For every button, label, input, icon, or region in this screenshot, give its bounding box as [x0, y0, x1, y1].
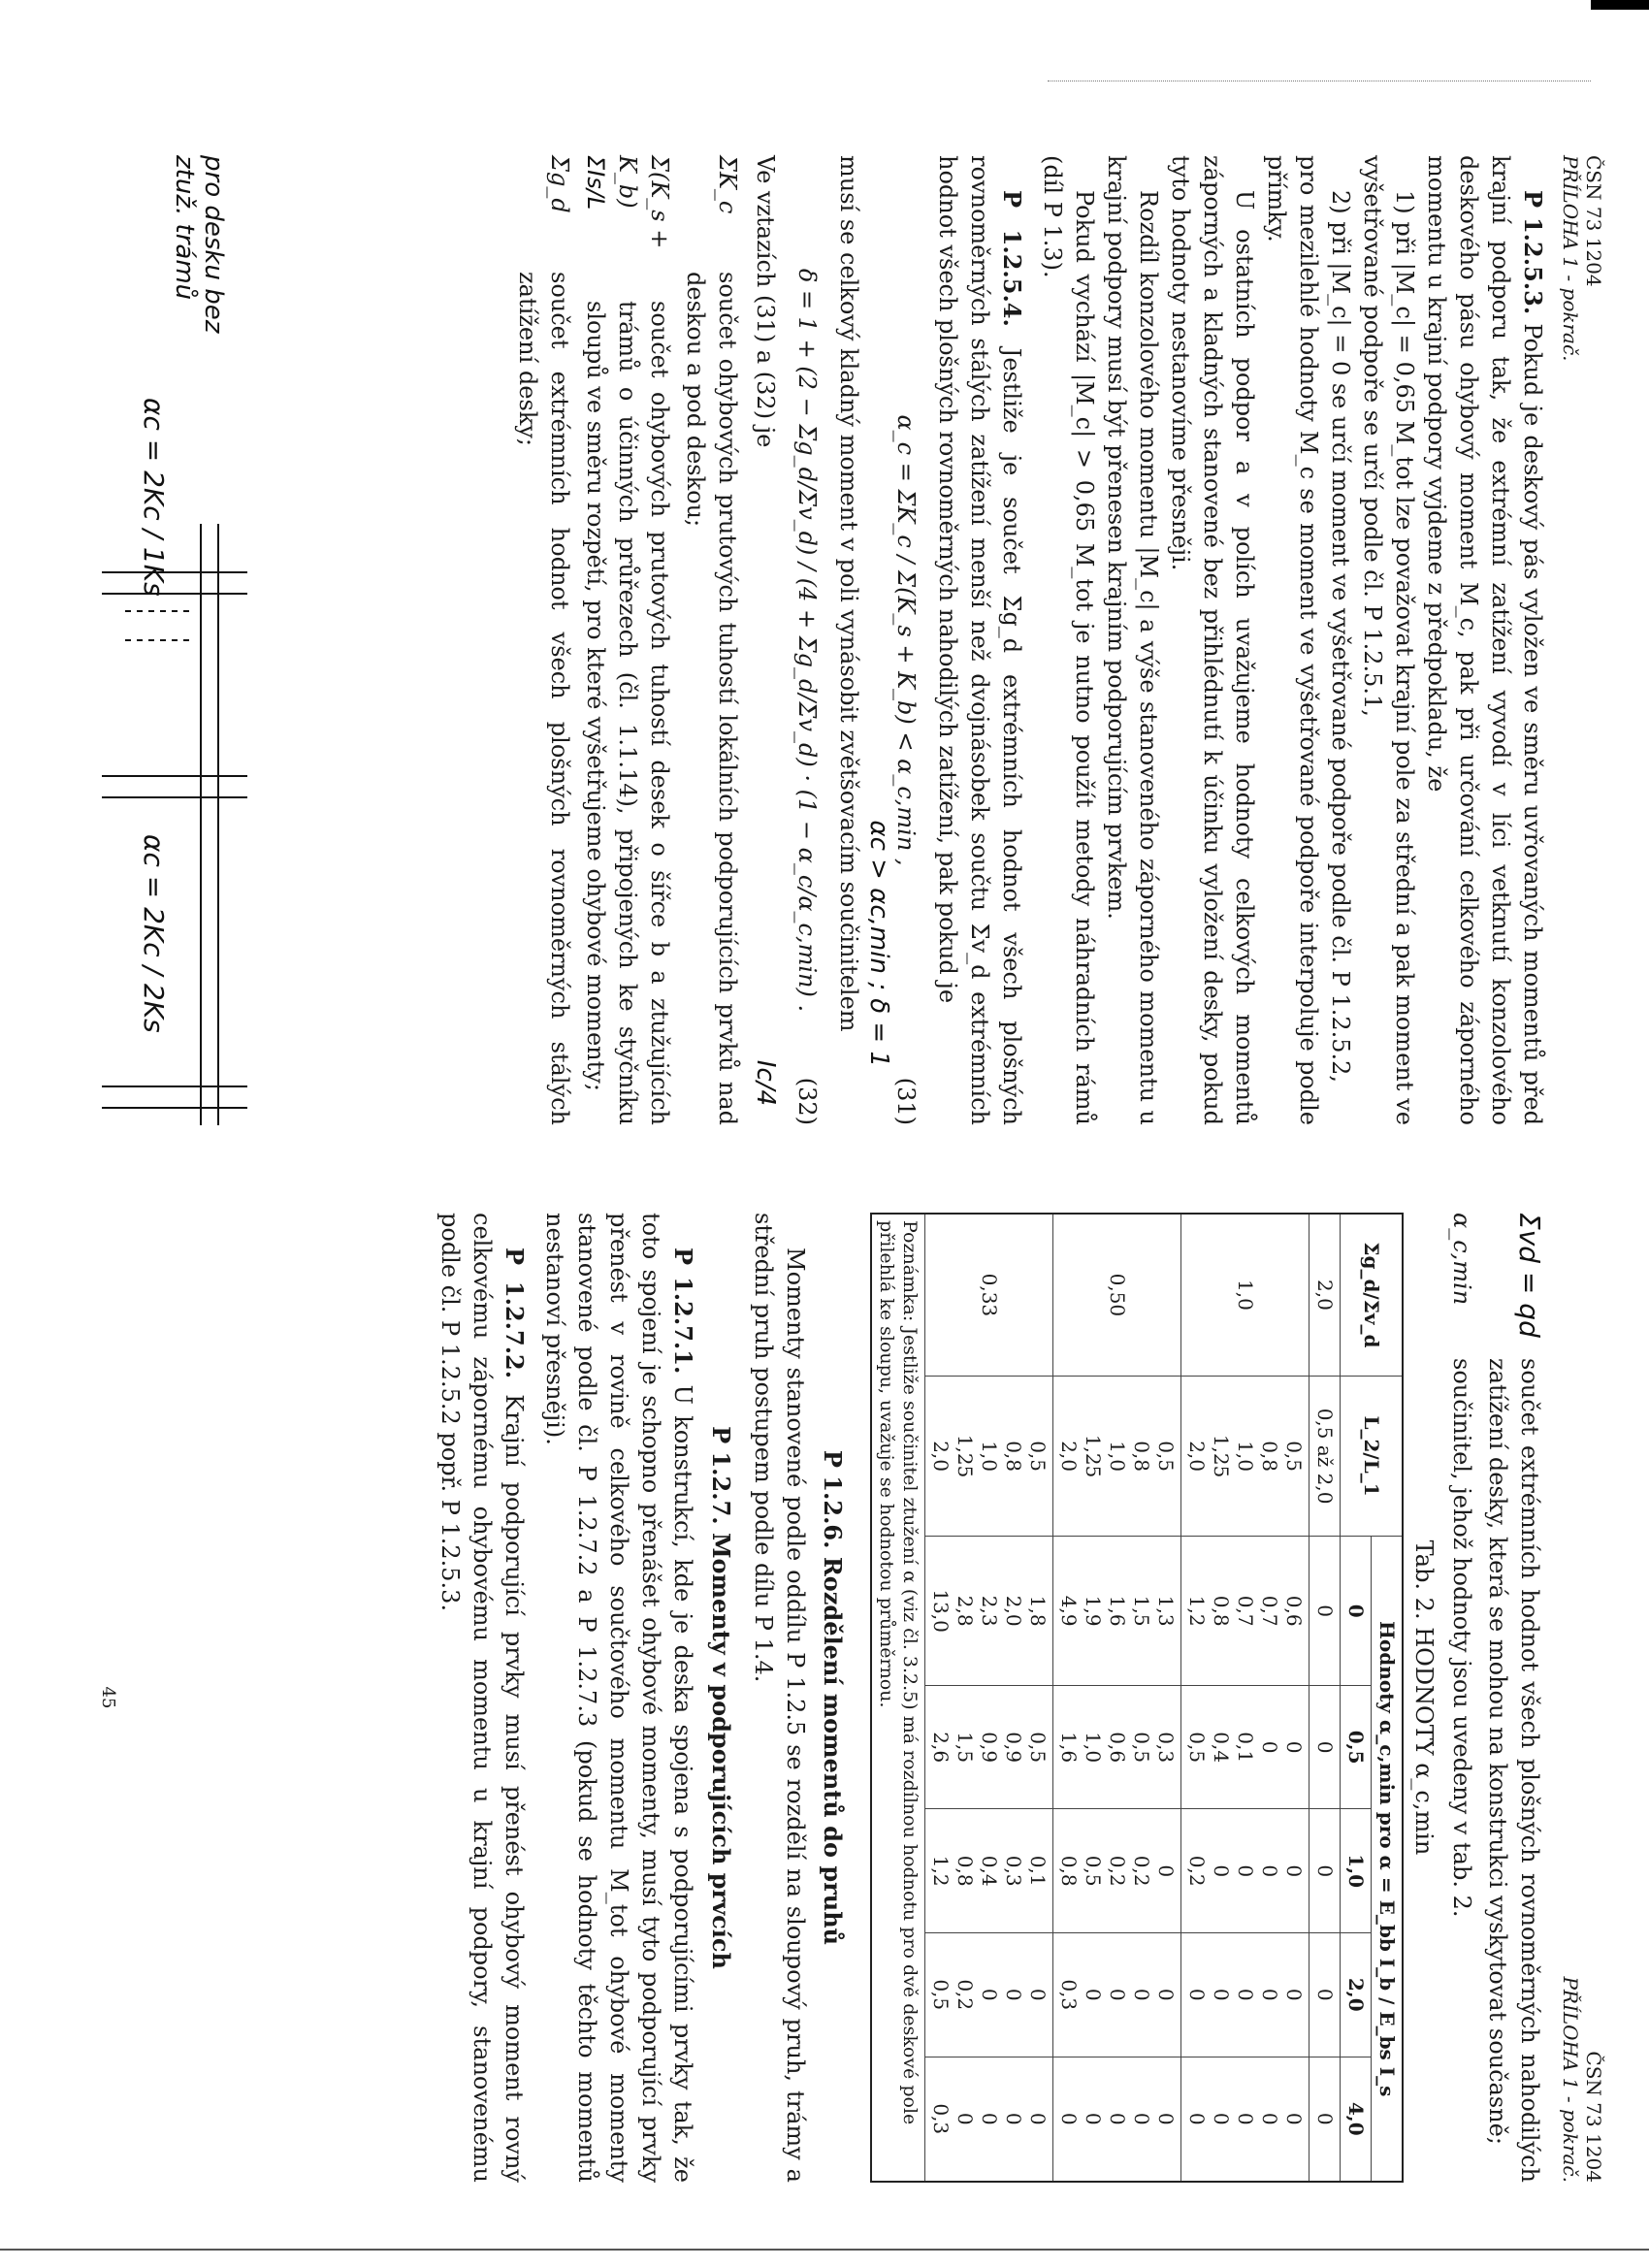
header-span-ratio: L_2/L_1 [1341, 1376, 1404, 1537]
paragraph-p1254 [931, 155, 1028, 1125]
table-row [1310, 1214, 1341, 2182]
scan-corner-mark [1591, 0, 1649, 10]
cell-value: 0,6 0,7 0,7 0,8 1,2 [1181, 1537, 1310, 1686]
definitions-intro: Ve vztazích (31) a (32) je [752, 155, 779, 448]
equation-32-formula: δ = 1 + (2 − Σg_d/Σv_d) / (4 + Σg_d/Σv_d) · (1 − α_c/α_c,min) . [793, 268, 821, 1013]
paragraph-p1271 [538, 1213, 699, 2183]
table-note: Poznámka: Jestliže součinitel ztužení α (viz čl. 3.2.5) má rozdílnou hodnotu pro dvě deskové pole přilehlá ke sloupu, uvažuje se hodnotou průměrnou. [871, 1214, 925, 2182]
handwritten-note: pro desku bez ztuž. trámů [170, 155, 228, 334]
alpha-min-table [870, 1213, 1404, 2183]
cell-span-ratio: 0,5 až 2,0 [1310, 1376, 1341, 1537]
symbol: ΣK_c [714, 155, 741, 214]
table-row [1181, 1214, 1310, 2182]
cell-value: 0 0 0 0 0 [1053, 2057, 1181, 2182]
equation-32 [791, 155, 823, 1125]
paragraph-equivalent-frames: Pokud vychází |M_c| > 0,65 M_tot je nutno použít metody náhradních rámů (díl P 1.3). [1039, 155, 1098, 1125]
cell-value: 0 0 0,1 0,4 0,5 [1181, 1685, 1310, 1809]
symbol-description: součet extrémních hodnot všech plošných rovnoměrných stálých zatížení desky; [514, 272, 573, 1125]
equation-31-number: (31) [892, 1077, 920, 1125]
paragraph-other-supports: U ostatních podpor a v polích uvažujeme hodnoty celkových momentů záporných a kladných stanovené bez přihlédnutí k účinku vyložení desky, pokud tyto hodnoty nestanovíme přesněji. [1167, 155, 1258, 1125]
equation-31 [864, 155, 922, 1125]
clause-text: U konstrukcí, kde je deska spojena s podporujícími prvky tak, že toto spojení je schopno přenášet ohybové momenty, musí tyto podporující prvky přenést v rovině celkového součtového momentu M_tot ohybové momenty stanovené podle čl. P 1.2.7.2 a P 1.2.7.3 (pokud se hodnoty těchto momentů nestanoví přesněji). [541, 1213, 696, 2183]
cell-value: 0 [1310, 1932, 1341, 2057]
paragraph-p1253 [1420, 155, 1549, 1125]
cell-load-ratio: 2,0 [1310, 1214, 1341, 1376]
definition-item [1445, 1213, 1477, 2183]
section-title-p126: P 1.2.6. Rozdělení momentů do pruhů [819, 1449, 847, 1946]
cell-value: 0 0 0 0 0 [1181, 1932, 1310, 2057]
handwritten-condition: αc > αc,min ; δ = 1 [864, 820, 893, 1067]
cell-value: 0 [1310, 1537, 1341, 1686]
right-column [92, 1213, 1605, 2183]
header-alpha-group: Hodnoty α_c,min pro α = E_bb I_b / E_bs I_s [1372, 1537, 1404, 2182]
paragraph-p1272 [434, 1213, 531, 2183]
table-header-row [1372, 1214, 1404, 2182]
cell-value: 0 [1310, 1685, 1341, 1809]
handwritten-stiffness-sum: ΣIs/L [582, 155, 609, 211]
magnification-sentence: musí se celkový kladný moment v poli vynásobit zvětšovacím součinitelem [835, 155, 862, 1032]
symbol-description: součet ohybových prutových tuhostí desek o šířce b a ztužujících trámů o účinných průřezech (čl. 1.1.14), připojených ke styčníku sloupů ve směru rozpětí, pro které vyšetřujeme ohybové momenty; [582, 301, 673, 1125]
clause-text: Krajní podporující prvky musí přenést ohybový moment rovný celkovému zápornému ohybovému momentu u krajní podpory, stanovenému podle čl. P 1.2.5.2 popř. P 1.2.5.3. [436, 1213, 528, 2183]
cell-value: 0 0 0 0 0,3 [925, 2057, 1053, 2182]
symbol-cell [579, 155, 675, 301]
cell-load-ratio: 0,33 [925, 1214, 1053, 1376]
symbol: Σ(K_s + K_b) [614, 155, 673, 249]
cell-load-ratio: 1,0 [1181, 1214, 1310, 1376]
standard-code: ČSN 73 1204 [1582, 2051, 1605, 2183]
definitions-intro-row [749, 155, 781, 1125]
cell-value: 0 [1310, 1809, 1341, 1933]
header-alpha-value: 0,5 [1341, 1685, 1372, 1809]
cell-value: 0 [1310, 2057, 1341, 2182]
definition-item [579, 155, 675, 1125]
section-title-p127: P 1.2.7. Momenty v podporujících prvcích [707, 1426, 735, 1969]
clause-number: P 1.2.7.2. [501, 1247, 529, 1379]
symbol: α_c,min [1448, 1213, 1475, 1306]
table-row [1053, 1214, 1181, 2182]
header-left [1559, 155, 1605, 1125]
clause-number: P 1.2.5.3. [1519, 190, 1547, 315]
symbol-description: součet ohybových prutových tuhostí lokálních podporujících prvků nad deskou a pod deskou; [682, 272, 741, 1125]
handwritten-symbol: Σvd = qd [1513, 1213, 1545, 1338]
header-right [1559, 1213, 1605, 2183]
cell-value: 0,3 0,5 0,6 1,0 1,6 [1053, 1685, 1181, 1809]
appendix-label: PŘÍLOHA 1 - pokrač. [1559, 155, 1582, 362]
standard-code: ČSN 73 1204 [1582, 155, 1605, 287]
cell-value: 1,3 1,5 1,6 1,9 4,9 [1053, 1537, 1181, 1686]
table-note-row [871, 1214, 925, 2182]
handwritten-alpha-1: αc = 2Kc / 1Ks [138, 398, 170, 597]
left-column [92, 155, 1605, 1125]
condition-1: 1) při |M_c| = 0,65 M_tot lze považovat krajní pole za střední a pak moment ve vyšetřované podpoře se určí podle čl. P 1.2.5.1, [1359, 155, 1418, 1125]
table-title: Tab. 2. HODNOTY α_c,min [1410, 1539, 1438, 1856]
definition-item [679, 155, 743, 1125]
clause-number: P 1.2.5.4. [998, 190, 1026, 327]
cell-value: 0 0 0 0 0,3 [1053, 1932, 1181, 2057]
cell-value: 0,5 0,9 0,9 1,5 2,6 [925, 1685, 1053, 1809]
header-alpha-value: 0 [1341, 1537, 1372, 1686]
interpolation-note: pro mezilehlé hodnoty M_c se moment ve vyšetřované podpoře interpoluje podle přímky. [1263, 155, 1322, 1125]
page-number: 45 [98, 1686, 118, 1709]
cell-value: 0 0 0 0,2 0,5 [925, 1932, 1053, 2057]
dashed-strip [121, 611, 189, 640]
section-text-p126: Momenty stanovené podle oddílu P 1.2.5 se rozdělí na sloupový pruh, trámy a střední pruh postupem podle dílu P 1.4. [750, 1213, 809, 2183]
symbol-description: součinitel, jehož hodnoty jsou uvedeny v tab. 2. [1448, 1358, 1475, 1918]
definition-item [511, 155, 575, 1125]
clause-text: Jestliže je součet Σg_d extrémních hodnot všech plošných rovnoměrných stálých zatížení menší než dvojnásobek součtu Σv_d extrémních hodnot všech plošných rovnoměrných nahodilých zatížení, pak pokud je [934, 155, 1025, 1125]
rotated-document-page [92, 155, 1605, 2192]
handwritten-fraction: Ic/4 [751, 1059, 780, 1106]
cell-value: 0,1 0,3 0,4 0,8 1,2 [925, 1809, 1053, 1933]
header-load-ratio: Σg_d/Σv_d [1341, 1214, 1404, 1376]
header-alpha-value: 1,0 [1341, 1809, 1372, 1933]
definition-item [1481, 1213, 1545, 2183]
clause-number: P 1.2.7.1. [669, 1247, 697, 1375]
symbol: Σg_d [546, 155, 573, 213]
symbol-definitions [511, 155, 743, 1125]
cell-span-ratio: 0,5 0,8 1,0 1,25 2,0 [1053, 1376, 1181, 1537]
condition-2: 2) při |M_c| = 0 se určí moment ve vyšetřované podpoře podle čl. P 1.2.5.2, [1327, 190, 1354, 1084]
header-alpha-value: 4,0 [1341, 2057, 1372, 2182]
clause-text: Pokud je deskový pás vyložen ve směru uvřovaných momentů před krajní podporu tak, že extrémní zatížení vyvodí v líci vetknutí konzolového deskového pásu ohybový moment M_c, pak při určování celkového záporného momentu u krajní podpory vyjdeme z předpokladu, že [1423, 155, 1546, 1125]
appendix-label: PŘÍLOHA 1 - pokrač. [1559, 1976, 1582, 2183]
handwritten-alpha-2: αc = 2Kc / 2Ks [138, 834, 170, 1033]
cell-value: 0 0,2 0,2 0,5 0,8 [1053, 1809, 1181, 1933]
cell-load-ratio: 0,50 [1053, 1214, 1181, 1376]
symbol-description: součet extrémních hodnot všech plošných rovnoměrných nahodilých zatížení desky, která se mohou na konstrukci vyskytovat současně; [1484, 1358, 1543, 2183]
table-row [925, 1214, 1053, 2182]
cell-span-ratio: 0,5 0,8 1,0 1,25 2,0 [1181, 1376, 1310, 1537]
cell-value: 1,8 2,0 2,3 2,8 13,0 [925, 1537, 1053, 1686]
scan-edge-line [0, 2249, 1649, 2251]
equation-32-number: (32) [793, 1077, 821, 1125]
cell-span-ratio: 0,5 0,8 1,0 1,25 2,0 [925, 1376, 1053, 1537]
cell-value: 0 0 0 0 0 [1181, 2057, 1310, 2182]
cell-value: 0 0 0 0 0,2 [1181, 1809, 1310, 1933]
equation-31-formula: α_c = ΣK_c / Σ(K_s + K_b) < α_c,min , [892, 414, 920, 866]
header-alpha-value: 2,0 [1341, 1932, 1372, 2057]
paragraph-moment-difference: Rozdíl konzolového momentu |M_c| a výše stanoveného záporného momentu u krajní podpory musí být přenesen krajním podporujícím prvkem. [1103, 155, 1162, 1125]
